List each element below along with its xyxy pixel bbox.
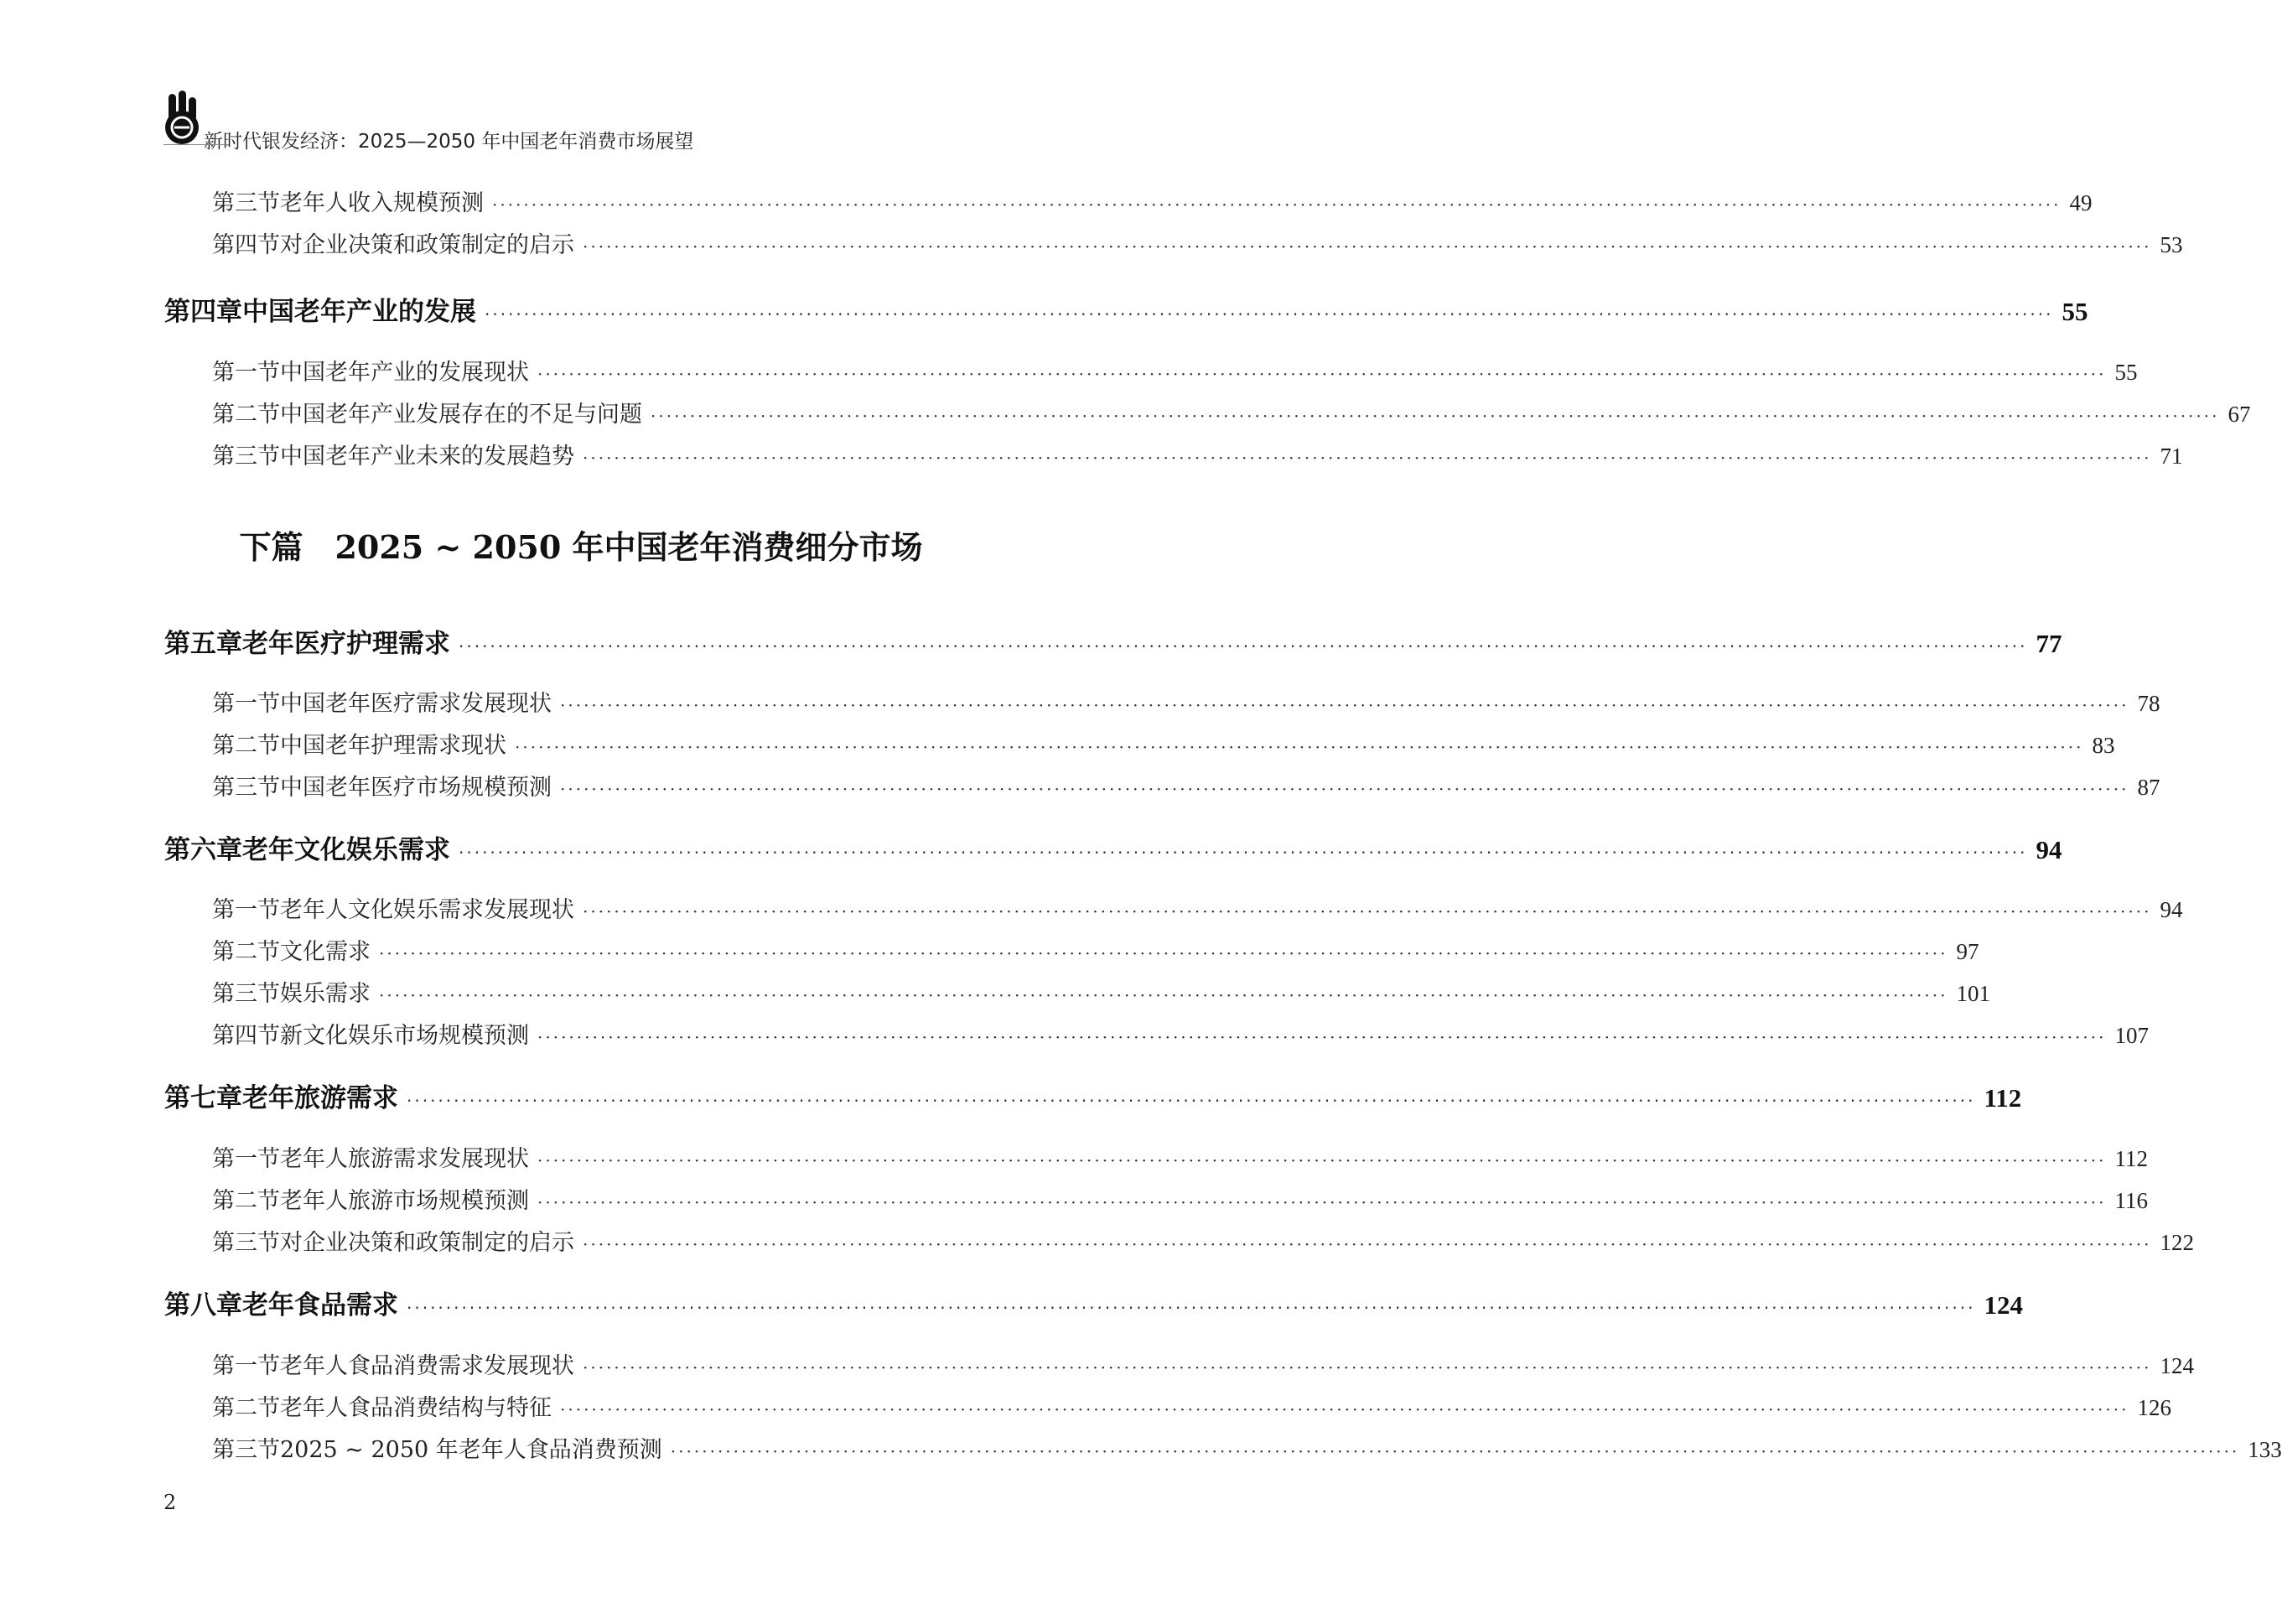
header-title: 新时代银发经济：2025—2050 年中国老年消费市场展望 [204,131,694,153]
toc-leader-dots: ········································································································································································································ [485,304,2054,324]
toc-chapter-entry[interactable] [164,1077,2022,1114]
toc-entry-page: 126 [2137,1395,2171,1420]
toc-entry-title: 老年人旅游需求发展现状 [280,1146,529,1172]
toc-entry-number: 第二节 [212,939,280,965]
toc-entry-number: 第八章 [164,1290,242,1320]
toc-entry-number: 第四章 [164,297,242,327]
toc-entry-title: 对企业决策和政策制定的启示 [280,232,574,258]
toc-entry-title: 老年文化娱乐需求 [242,835,450,865]
toc-entry-title: 中国老年产业发展存在的不足与问题 [280,402,642,428]
toc-entry-page: 83 [2092,733,2115,758]
toc-entry-title: 老年旅游需求 [242,1083,398,1113]
toc-leader-dots: ········································································································································································································ [537,364,2107,384]
toc-entry-page: 124 [2160,1353,2194,1378]
toc-entry-page: 49 [2069,190,2093,215]
toc-entry-page: 124 [1984,1290,2023,1320]
toc-chapter-entry[interactable] [164,290,2088,328]
toc-entry-number: 第三节 [212,1437,280,1463]
toc-entry-page: 67 [2228,402,2251,427]
toc-entry-page: 94 [2036,835,2062,864]
toc-leader-dots: ········································································································································································································ [379,943,1948,963]
toc-entry-title: 老年食品需求 [242,1290,398,1320]
toc-entry-number: 第五章 [164,629,242,659]
toc-entry-title: 老年医疗护理需求 [242,629,450,659]
toc-chapter-entry[interactable] [164,1284,2023,1321]
toc-section-entry[interactable] [212,727,2115,760]
toc-entry-number: 第二节 [212,1395,280,1421]
toc-section-entry[interactable] [212,891,2183,924]
toc-entry-title: 2025 ~ 2050 年老年人食品消费预测 [280,1437,662,1463]
toc-entry-page: 55 [2062,297,2088,326]
toc-entry-page: 101 [1956,981,1990,1006]
toc-leader-dots: ········································································································································································································ [537,1150,2107,1170]
toc-entry-page: 77 [2036,629,2062,658]
toc-entry-number: 第一节 [212,691,280,717]
toc-section-entry[interactable] [212,396,2251,428]
toc-entry-number: 第三节 [212,190,280,216]
header-rule [163,144,228,145]
toc-section-entry[interactable] [212,975,1990,1008]
toc-entry-title: 老年人食品消费需求发展现状 [280,1353,574,1379]
toc-entry-page: 133 [2248,1437,2282,1462]
page-number: 2 [163,1491,177,1514]
toc-entry-number: 第三节 [212,444,280,470]
toc-entry-number: 第一节 [212,360,280,386]
toc-entry-number: 第三节 [212,775,280,801]
toc-leader-dots: ········································································································································································································ [583,901,2152,921]
toc-entry-title: 中国老年医疗市场规模预测 [280,775,552,801]
toc-section-entry[interactable] [212,769,2160,802]
running-header [163,91,1002,153]
toc-leader-dots: ········································································································································································································ [459,636,2028,656]
toc-entry-number: 第二节 [212,1188,280,1214]
toc-leader-dots: ········································································································································································································ [560,779,2129,799]
toc-entry-title: 中国老年医疗需求发展现状 [280,691,552,717]
toc-entry-number: 第三节 [212,981,280,1007]
toc-entry-title: 老年人文化娱乐需求发展现状 [280,897,574,923]
toc-leader-dots: ········································································································································································································ [407,1091,1976,1111]
toc-section-entry[interactable] [212,184,2093,217]
toc-entry-title: 文化需求 [280,939,371,965]
toc-leader-dots: ········································································································································································································ [583,1234,2152,1254]
toc-entry-number: 第二节 [212,733,280,759]
toc-entry-page: 94 [2160,897,2183,922]
toc-entry-number: 第一节 [212,1353,280,1379]
toc-entry-number: 第二节 [212,402,280,428]
toc-entry-page: 78 [2137,691,2160,716]
toc-leader-dots: ········································································································································································································ [583,236,2152,257]
toc-entry-title: 中国老年产业的发展 [242,297,476,327]
toc-entry-page: 55 [2114,360,2138,385]
toc-entry-title: 老年人收入规模预测 [280,190,484,216]
part-title: 下篇 2025 ~ 2050 年中国老年消费细分市场 [239,528,923,566]
toc-leader-dots: ········································································································································································································ [583,448,2152,468]
toc-leader-dots: ········································································································································································································ [537,1192,2107,1212]
toc-section-entry[interactable] [212,1389,2171,1422]
toc-leader-dots: ········································································································································································································ [515,737,2084,757]
toc-entry-title: 娱乐需求 [280,981,371,1007]
toc-leader-dots: ········································································································································································································ [537,1027,2107,1047]
toc-leader-dots: ········································································································································································································ [459,843,2028,863]
toc-chapter-entry[interactable] [164,622,2062,660]
toc-section-entry[interactable] [212,1017,2149,1050]
toc-section-entry[interactable] [212,438,2183,470]
toc-section-entry[interactable] [212,226,2183,259]
toc-entry-page: 107 [2114,1023,2149,1048]
toc-section-entry[interactable] [212,1347,2194,1380]
toc-leader-dots: ········································································································································································································ [560,1399,2129,1419]
toc-entry-page: 112 [2114,1146,2148,1171]
toc-entry-number: 第三节 [212,1230,280,1256]
toc-entry-page: 122 [2160,1230,2194,1255]
toc-entry-page: 53 [2160,232,2183,257]
toc-entry-title: 对企业决策和政策制定的启示 [280,1230,574,1256]
toc-entry-page: 97 [1956,939,1979,964]
toc-section-entry[interactable] [212,933,1979,966]
toc-section-entry[interactable] [212,1182,2148,1215]
toc-entry-title: 新文化娱乐市场规模预测 [280,1023,529,1049]
toc-entry-number: 第一节 [212,1146,280,1172]
toc-entry-page: 71 [2160,444,2183,469]
toc-entry-title: 中国老年产业的发展现状 [280,360,529,386]
toc-entry-page: 116 [2114,1188,2148,1213]
toc-leader-dots: ········································································································································································································ [492,195,2062,215]
toc-leader-dots: ········································································································································································································ [583,1357,2152,1378]
toc-section-entry[interactable] [212,1431,2282,1464]
toc-section-entry[interactable] [212,1224,2194,1257]
toc-entry-title: 老年人旅游市场规模预测 [280,1188,529,1214]
toc-leader-dots: ········································································································································································································ [407,1298,1976,1318]
toc-entry-number: 第四节 [212,232,280,258]
toc-entry-title: 中国老年产业未来的发展趋势 [280,444,574,470]
toc-section-entry[interactable] [212,685,2160,718]
toc-section-entry[interactable] [212,1140,2148,1173]
toc-entry-page: 87 [2137,775,2160,800]
toc-entry-title: 老年人食品消费结构与特征 [280,1395,552,1421]
toc-leader-dots: ········································································································································································································ [670,1441,2240,1461]
toc-leader-dots: ········································································································································································································ [560,695,2129,715]
toc-entry-page: 112 [1984,1083,2022,1113]
toc-section-entry[interactable] [212,354,2138,387]
toc-entry-number: 第六章 [164,835,242,865]
toc-entry-number: 第七章 [164,1083,242,1113]
toc-chapter-entry[interactable] [164,828,2062,866]
toc-entry-number: 第一节 [212,897,280,923]
toc-leader-dots: ········································································································································································································ [651,406,2220,426]
toc-entry-title: 中国老年护理需求现状 [280,733,506,759]
toc-entry-number: 第四节 [212,1023,280,1049]
toc-leader-dots: ········································································································································································································ [379,985,1948,1005]
